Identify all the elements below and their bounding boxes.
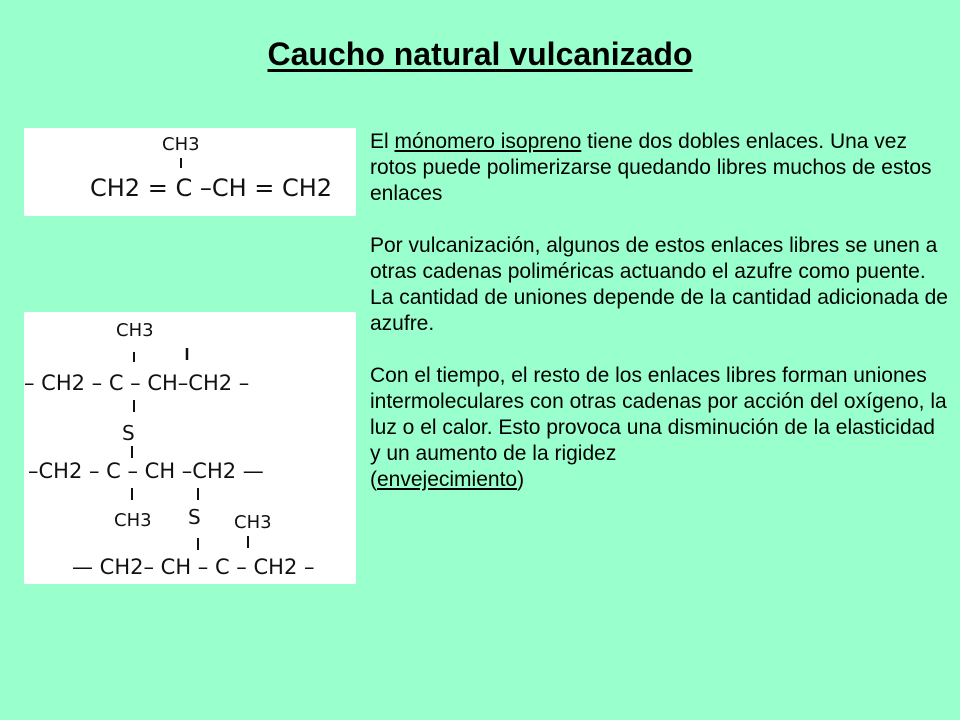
polymer-row1-ch3: CH3 — [116, 320, 154, 341]
paragraph-aging — [370, 363, 950, 493]
isoprene-formula: CH2 = C –CH = CH2 — [90, 174, 333, 202]
polymer-row2: –CH2 – C – CH –CH2 — — [28, 459, 264, 483]
isoprene-structure-image — [24, 128, 356, 216]
paren-close: ) — [517, 468, 525, 491]
polymer-row2-ch3: CH3 — [114, 510, 152, 531]
polymer-row3-ch3: CH3 — [234, 512, 272, 533]
polymer-row1: – CH2 – C – CH–CH2 – — [24, 371, 250, 395]
paragraph-monomer — [370, 129, 950, 207]
aging-term: envejecimiento — [377, 468, 518, 491]
sulfur-bridge-1: S — [122, 421, 135, 445]
paragraph-monomer-rest: tiene dos dobles enlaces. Una vez rotos puede polimerizarse quedando libres muchos de estos enlaces — [370, 130, 932, 205]
polymer-row3: — CH2– CH – C – CH2 – — [72, 555, 315, 579]
paren-open: ( — [370, 468, 377, 491]
slide-title: Caucho natural vulcanizado — [267, 36, 693, 72]
sulfur-bridge-2: S — [188, 505, 201, 529]
explanation-text — [370, 129, 950, 519]
paragraph-vulcanization: Por vulcanización, algunos de estos enlaces libres se unen a otras cadenas poliméricas actuando el azufre como puente. La cantidad de uniones depende de la cantidad adicionada de azufre. — [370, 234, 948, 335]
isoprene-monomer-term: mónomero isopreno — [394, 130, 582, 153]
vulcanized-polymer-structure-image — [24, 312, 356, 584]
isoprene-ch3-label: CH3 — [162, 134, 200, 155]
paragraph-monomer-pre: El — [370, 130, 395, 153]
paragraph-aging-main: Con el tiempo, el resto de los enlaces libres forman uniones intermoleculares con otras cadenas por acción del oxígeno, la luz o el calor. Esto provoca una disminución de la elasticidad y un aumento de la rigidez — [370, 364, 947, 465]
